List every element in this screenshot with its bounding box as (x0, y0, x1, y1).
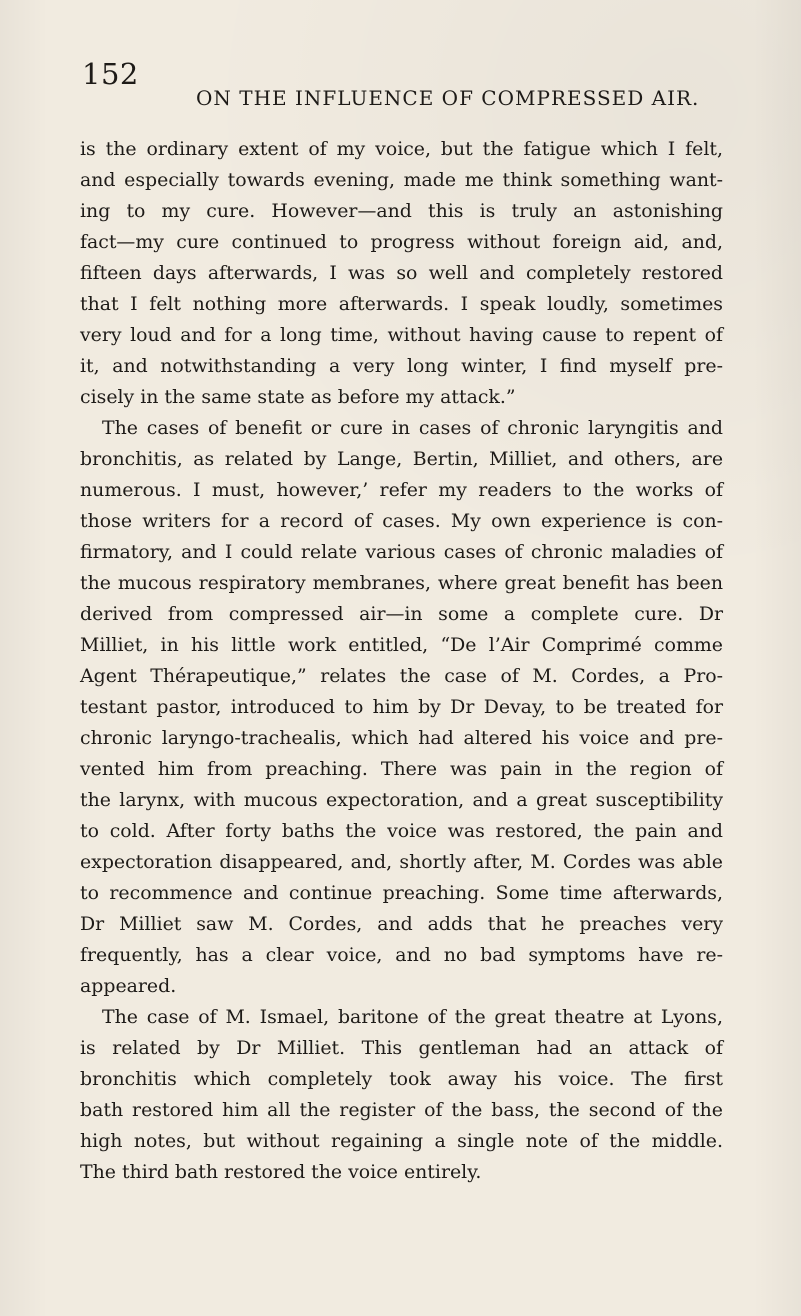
text-line: testant pastor, introduced to him by Dr Devay, to be treated for (80, 696, 723, 718)
text-line: ing to my cure. However—and this is truly an astonishing (80, 200, 723, 222)
text-line: fact—my cure continued to progress without foreign aid, and, (80, 231, 723, 253)
text-line: firmatory, and I could relate various cases of chronic maladies of (80, 541, 723, 563)
text-line: is the ordinary extent of my voice, but the fatigue which I felt, (80, 138, 723, 160)
text-line: it, and notwithstanding a very long winter, I find myself pre- (80, 355, 723, 377)
text-line: the larynx, with mucous expectoration, and a great susceptibility (80, 789, 723, 811)
text-line: high notes, but without regaining a single note of the middle. (80, 1130, 723, 1152)
text-line: chronic laryngo-trachealis, which had altered his voice and pre- (80, 727, 723, 749)
text-line: The cases of benefit or cure in cases of chronic laryngitis and (102, 417, 723, 439)
body-text (80, 134, 723, 1188)
text-line: fifteen days afterwards, I was so well and completely restored (80, 262, 723, 284)
text-line: to recommence and continue preaching. Some time afterwards, (80, 882, 723, 904)
text-line: bronchitis which completely took away his voice. The first (80, 1068, 723, 1090)
text-line: The third bath restored the voice entirely. (80, 1161, 482, 1183)
text-line: and especially towards evening, made me think something want- (80, 169, 723, 191)
text-line: expectoration disappeared, and, shortly after, M. Cordes was able (80, 851, 723, 873)
text-line: numerous. I must, however,’ refer my readers to the works of (80, 479, 723, 501)
text-line: appeared. (80, 975, 177, 997)
text-line: Agent Thérapeutique,” relates the case of M. Cordes, a Pro- (80, 665, 723, 687)
text-line: those writers for a record of cases. My own experience is con- (80, 510, 723, 532)
text-line: vented him from preaching. There was pain in the region of (80, 758, 723, 780)
text-line: is related by Dr Milliet. This gentleman had an attack of (80, 1037, 723, 1059)
page-number: 152 (82, 57, 139, 91)
text-line: to cold. After forty baths the voice was restored, the pain and (80, 820, 723, 842)
text-line: The case of M. Ismael, baritone of the great theatre at Lyons, (102, 1006, 723, 1028)
text-line: the mucous respiratory membranes, where great benefit has been (80, 572, 723, 594)
text-line: frequently, has a clear voice, and no bad symptoms have re- (80, 944, 723, 966)
text-line: derived from compressed air—in some a complete cure. Dr (80, 603, 723, 625)
text-line: bath restored him all the register of the bass, the second of the (80, 1099, 723, 1121)
text-line: Dr Milliet saw M. Cordes, and adds that he preaches very (80, 913, 723, 935)
text-line: very loud and for a long time, without having cause to repent of (80, 324, 723, 346)
text-line: Milliet, in his little work entitled, “De l’Air Comprimé comme (80, 634, 723, 656)
text-line: cisely in the same state as before my attack.” (80, 386, 516, 408)
text-line: bronchitis, as related by Lange, Bertin, Milliet, and others, are (80, 448, 723, 470)
text-line: that I felt nothing more afterwards. I speak loudly, sometimes (80, 293, 723, 315)
running-head: ON THE INFLUENCE OF COMPRESSED AIR. (196, 86, 700, 110)
